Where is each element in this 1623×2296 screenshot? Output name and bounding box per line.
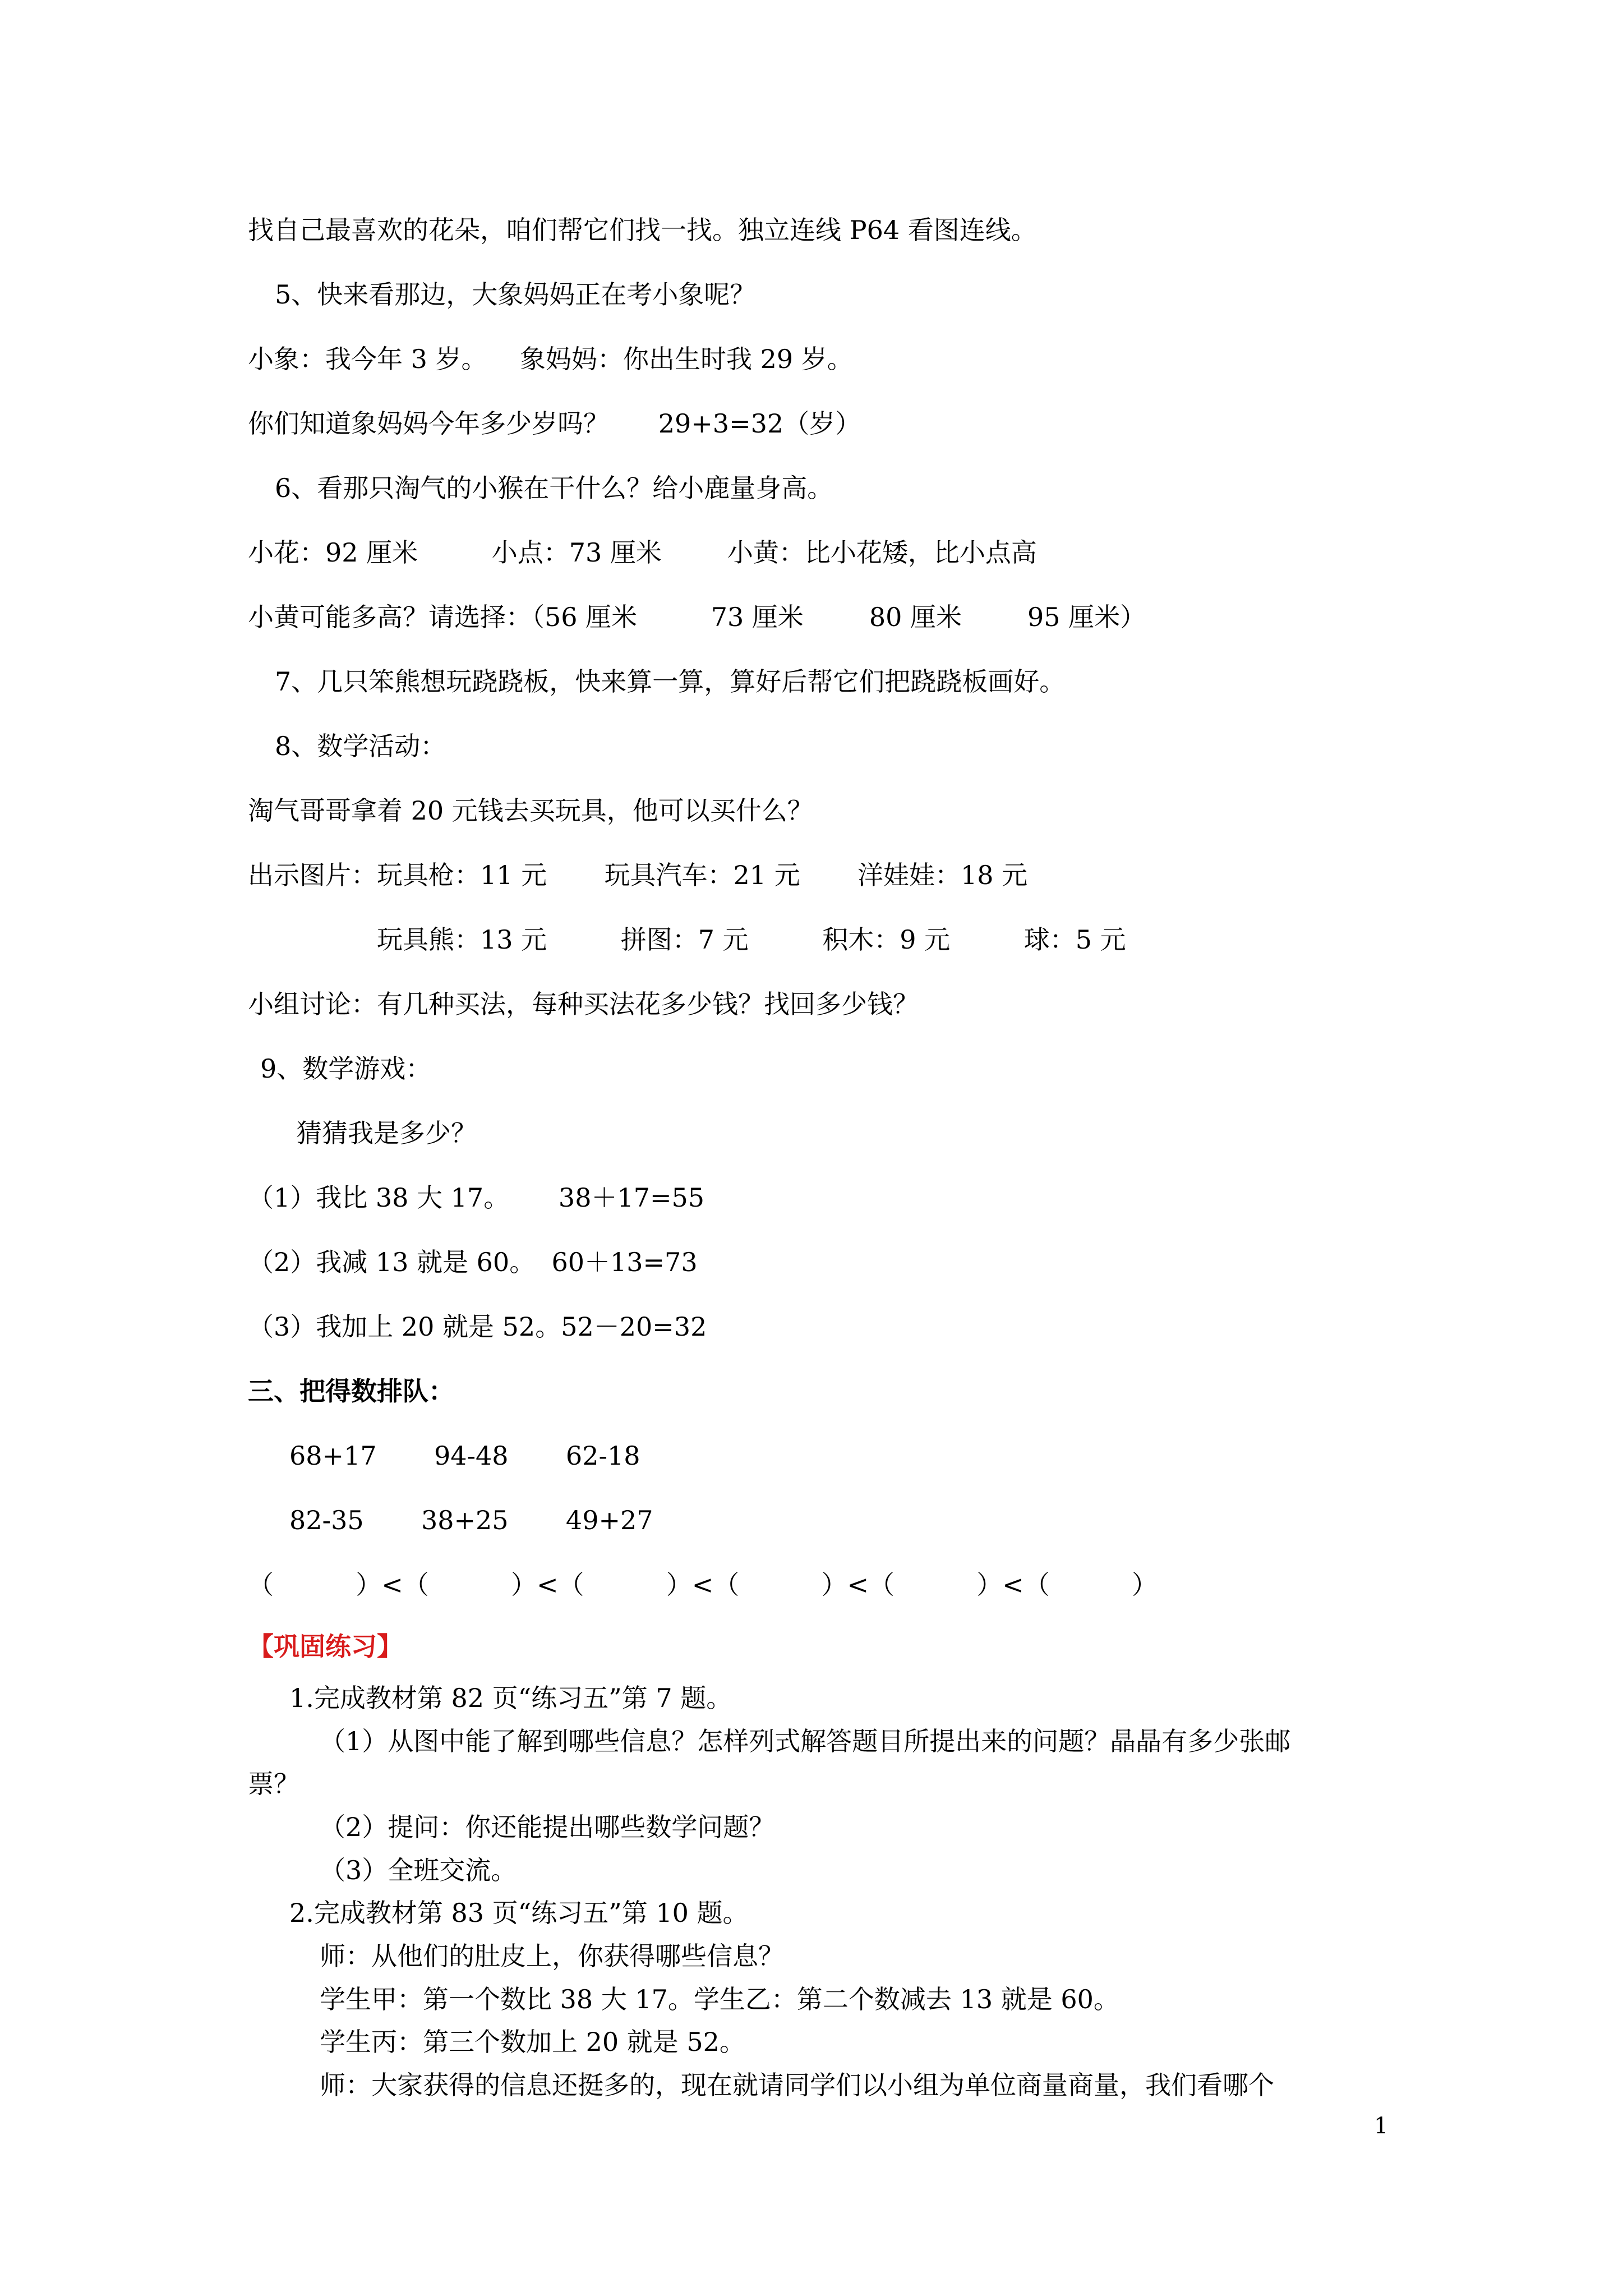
text-line-group-discussion: 小组讨论：有几种买法，每种买法花多少钱？找回多少钱？ <box>248 989 919 1019</box>
exercise-2-teacher-question: 师：从他们的肚皮上，你获得哪些信息？ <box>320 1941 784 1971</box>
text-line-elephant-dialogue: 小象：我今年 3 岁。 象妈妈：你出生时我 29 岁。 <box>248 344 853 374</box>
item-7-heading: 7、几只笨熊想玩跷跷板，快来算一算，算好后帮它们把跷跷板画好。 <box>275 666 1066 697</box>
exercise-1-part-3: （3）全班交流。 <box>320 1855 517 1885</box>
exercise-1-part-1: （1）从图中能了解到哪些信息？怎样列式解答题目所提出来的问题？晶晶有多少张邮 <box>320 1726 1291 1756</box>
text-line-guess-3: （3）我加上 20 就是 52。52－20=32 <box>248 1312 707 1342</box>
exercise-2-students-ab: 学生甲：第一个数比 38 大 17。学生乙：第二个数减去 13 就是 60。 <box>320 1984 1119 2014</box>
page-number: 1 <box>1374 2113 1389 2139</box>
item-5-heading: 5、快来看那边，大象妈妈正在考小象呢？ <box>275 279 756 310</box>
exercise-1-title: 1.完成教材第 82 页“练习五”第 7 题。 <box>289 1683 732 1713</box>
text-line-guess-title: 猜猜我是多少？ <box>296 1118 477 1148</box>
exercise-2-title: 2.完成教材第 83 页“练习五”第 10 题。 <box>289 1898 749 1928</box>
exercise-2-teacher-instruction: 师：大家获得的信息还挺多的，现在就请同学们以小组为单位商量商量，我们看哪个 <box>320 2070 1274 2100</box>
text-line-expressions-1: 68+17 94-48 62-18 <box>289 1441 640 1471</box>
consolidation-practice-heading: 【巩固练习】 <box>248 1631 403 1662</box>
text-line-guess-2: （2）我减 13 就是 60。 60＋13=73 <box>248 1247 698 1277</box>
item-9-heading: 9、数学游戏： <box>260 1053 432 1084</box>
exercise-2-student-c: 学生丙：第三个数加上 20 就是 52。 <box>320 2027 745 2057</box>
item-6-heading: 6、看那只淘气的小猴在干什么？给小鹿量身高。 <box>275 473 833 503</box>
text-line-heights: 小花：92 厘米 小点：73 厘米 小黄：比小花矮，比小点高 <box>248 537 1037 568</box>
text-line-intro: 找自己最喜欢的花朵，咱们帮它们找一找。独立连线 P64 看图连线。 <box>248 215 1037 245</box>
section-three-heading: 三、把得数排队： <box>248 1376 454 1406</box>
exercise-1-part-2: （2）提问：你还能提出哪些数学问题？ <box>320 1812 775 1842</box>
text-line-toy-prices-1: 出示图片：玩具枪：11 元 玩具汽车：21 元 洋娃娃：18 元 <box>248 860 1028 890</box>
text-line-height-choices: 小黄可能多高？请选择：（56 厘米 73 厘米 80 厘米 95 厘米） <box>248 602 1146 632</box>
exercise-1-part-1-continued: 票？ <box>248 1769 299 1799</box>
text-line-guess-1: （1）我比 38 大 17。 38＋17=55 <box>248 1182 705 1213</box>
text-line-toy-prices-2: 玩具熊：13 元 拼图：7 元 积木：9 元 球：5 元 <box>377 924 1126 955</box>
text-line-toy-question: 淘气哥哥拿着 20 元钱去买玩具，他可以买什么？ <box>248 795 813 826</box>
item-8-heading: 8、数学活动： <box>275 731 446 761</box>
text-line-elephant-question: 你们知道象妈妈今年多少岁吗？ 29+3=32（岁） <box>248 408 861 439</box>
text-line-expressions-2: 82-35 38+25 49+27 <box>289 1505 653 1535</box>
text-line-ordering-blanks: （ ）<（ ）<（ ）<（ ）<（ ）<（ ） <box>248 1570 1158 1600</box>
